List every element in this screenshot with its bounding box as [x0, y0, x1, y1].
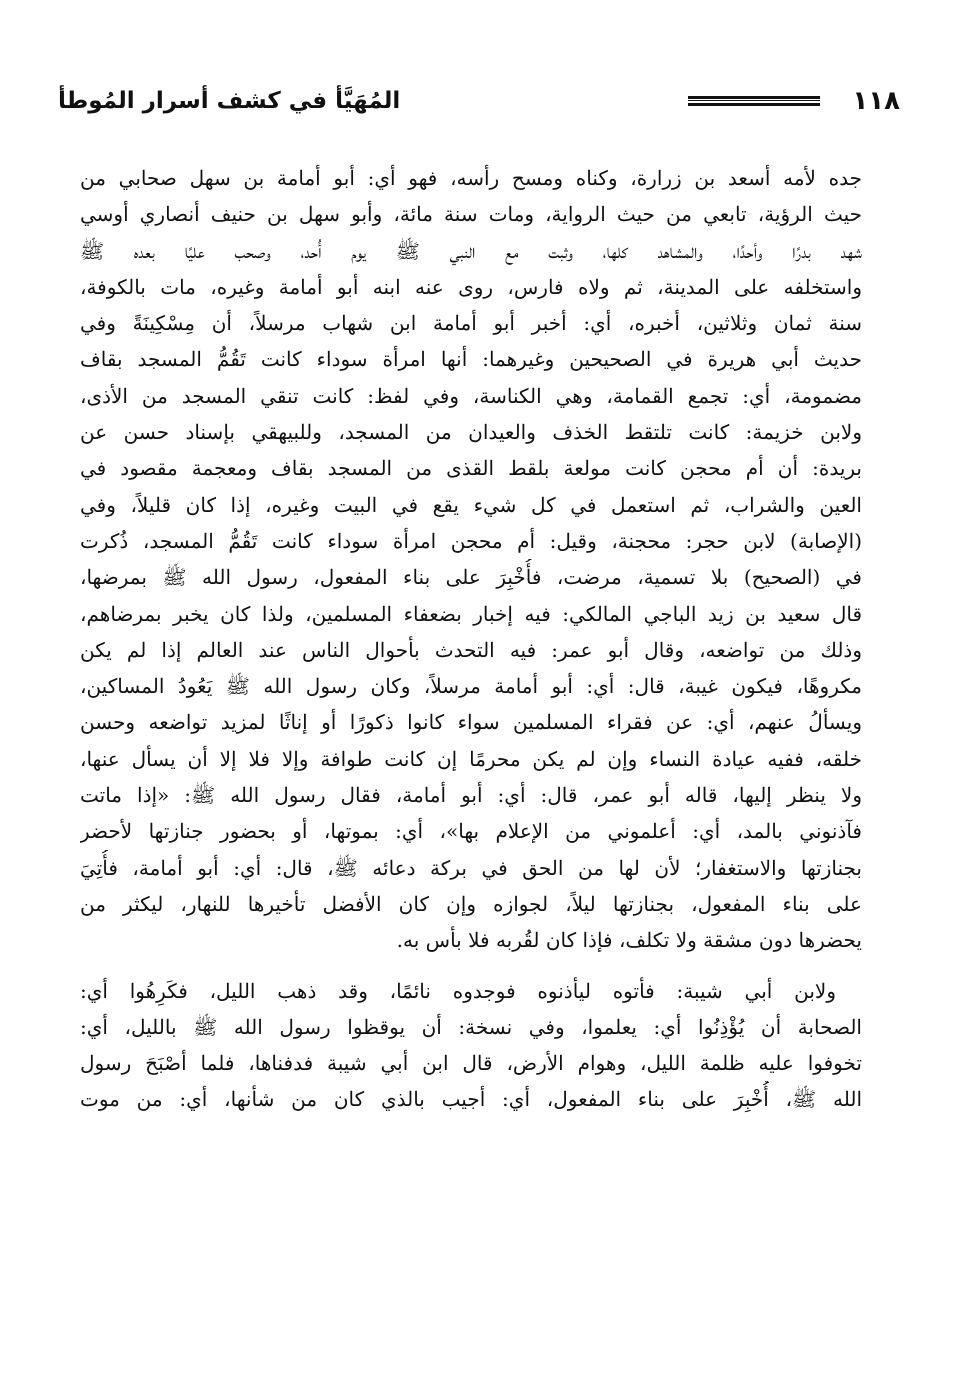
- text-line: ولا ينظر إليها، قاله أبو عمر، قال: أي: أبو أمامة، فقال رسول الله ﷺ: «إذا ماتت: [80, 783, 862, 808]
- running-book-title: المُهَيَّأ في كشف أسرار المُوطأ: [58, 88, 401, 114]
- text-line: حديث أبي هريرة في الصحيحين وغيرهما: أنها امرأة سوداء كانت تَقُمُّ المسجد بقاف: [80, 347, 862, 372]
- page-header: [58, 84, 900, 124]
- text-line: الصحابة أن يُؤْذِنُوا أي: يعلموا، وفي نسخة: أن يوقظوا رسول الله ﷺ بالليل، أي:: [80, 1014, 862, 1039]
- paragraph-gap: [80, 959, 862, 973]
- text-line: ولابن خزيمة: كانت تلتقط الخذف والعيدان من المسجد، وللبيهقي بإسناد حسن عن: [80, 420, 862, 445]
- text-line: يحضرها دون مشقة ولا تكلف، فإذا كان لقُربه فلا بأس به.: [396, 928, 862, 953]
- text-line: بجنازتها والاستغفار؛ لأن لها من الحق في بركة دعائه ﷺ، قال: أي: أبو أمامة، فأُتِيَ: [80, 855, 862, 880]
- text-line: تخوفوا عليه ظلمة الليل، وهوام الأرض، قال ابن أبي شيبة فدفناها، فلما أصْبَحَ رسول: [80, 1051, 862, 1076]
- text-line: وذلك من تواضعه، وقال أبو عمر: فيه التحدث بأحوال الناس عند العالم إذا لم يكن: [80, 637, 862, 662]
- text-line: واستخلفه على المدينة، ثم ولاه فارس، روى عنه ابنه أبو أمامة وغيره، مات بالكوفة،: [80, 274, 862, 299]
- text-line: بريدة: أن أم محجن كانت مولعة بلقط القذى من المسجد بقاف ومعجمة مقصود في: [80, 456, 862, 481]
- text-line: على بناء المفعول، بجنازتها ليلاً، لجوازه وإن كان الأفضل تأخيرها للنهار، ليكثر من: [80, 891, 862, 916]
- text-line: شهد بدرًا وأحدًا، والمشاهد كلها، وثبت مع النبي ﷺ يوم أُحد، وصحب عليًا بعده ﷺ: [80, 238, 862, 263]
- paragraph-2: [80, 973, 862, 1118]
- text-line: في (الصحيح) بلا تسمية، مرضت، فأُخْبِرَ على بناء المفعول، رسول الله ﷺ بمرضها،: [80, 565, 862, 590]
- header-double-rule: [688, 96, 820, 106]
- text-line: مضمومة، أي: تجمع القمامة، وهي الكناسة، وفي لفظ: كانت تنقي المسجد من الأذى،: [80, 383, 862, 408]
- text-line: جده لأمه أسعد بن زرارة، وكناه ومسح رأسه، فهو أي: أبو أمامة بن سهل صحابي من: [80, 166, 862, 190]
- paragraph-1: [80, 160, 862, 959]
- text-line: فآذنوني بالمد، أي: أعلموني من الإعلام بها»، أي: بموتها، أو بحضور جنازتها لأحضر: [80, 819, 862, 844]
- page-number: ١١٨: [852, 86, 900, 116]
- text-line: (الإصابة) لابن حجر: محجنة، وقيل: أم محجن امرأة سوداء كانت تَقُمُّ المسجد، ذُكرت: [80, 528, 862, 553]
- text-line: ولابن أبي شيبة: فأتوه ليأذنوه فوجدوه نائمًا، وقد ذهب الليل، فكَرِهُوا أي:: [80, 978, 836, 1003]
- text-line: الله ﷺ، أُخْبِرَ على بناء المفعول، أي: أجيب بالذي كان من شأنها، أي: من موت: [80, 1087, 862, 1112]
- text-line: سنة ثمان وثلاثين، أخبره، أي: أخبر أبو أمامة ابن شهاب مرسلاً، أن مِسْكِينَةً وفي: [80, 311, 862, 336]
- body-text: [80, 160, 862, 1118]
- text-line: حيث الرؤية، تابعي من حيث الرواية، ومات سنة مائة، وأبو سهل بن حنيف أنصاري أوسي: [80, 202, 862, 227]
- text-line: ويسألُ عنهم، أي: عن فقراء المسلمين سواء كانوا ذكورًا أو إناثًا لمزيد تواضعه وحسن: [80, 710, 862, 735]
- text-line: مكروهًا، فيكون غيبة، قال: أي: أبو أمامة مرسلاً، وكان رسول الله ﷺ يَعُودُ المساكين،: [80, 674, 862, 699]
- text-line: قال سعيد بن زيد الباجي المالكي: فيه إخبار بضعفاء المسلمين، ولذا كان يخبر بمرضاهم،: [80, 601, 862, 626]
- text-line: خلقه، ففيه عيادة النساء وإن لم يكن محرمًا إن كانت طوافة وإلا فلا إلا أن يسأل عنها،: [80, 746, 862, 771]
- text-line: العين والشراب، ثم استعمل في كل شيء يقع في البيت وغيره، إذا كان قليلاً، وفي: [80, 492, 862, 517]
